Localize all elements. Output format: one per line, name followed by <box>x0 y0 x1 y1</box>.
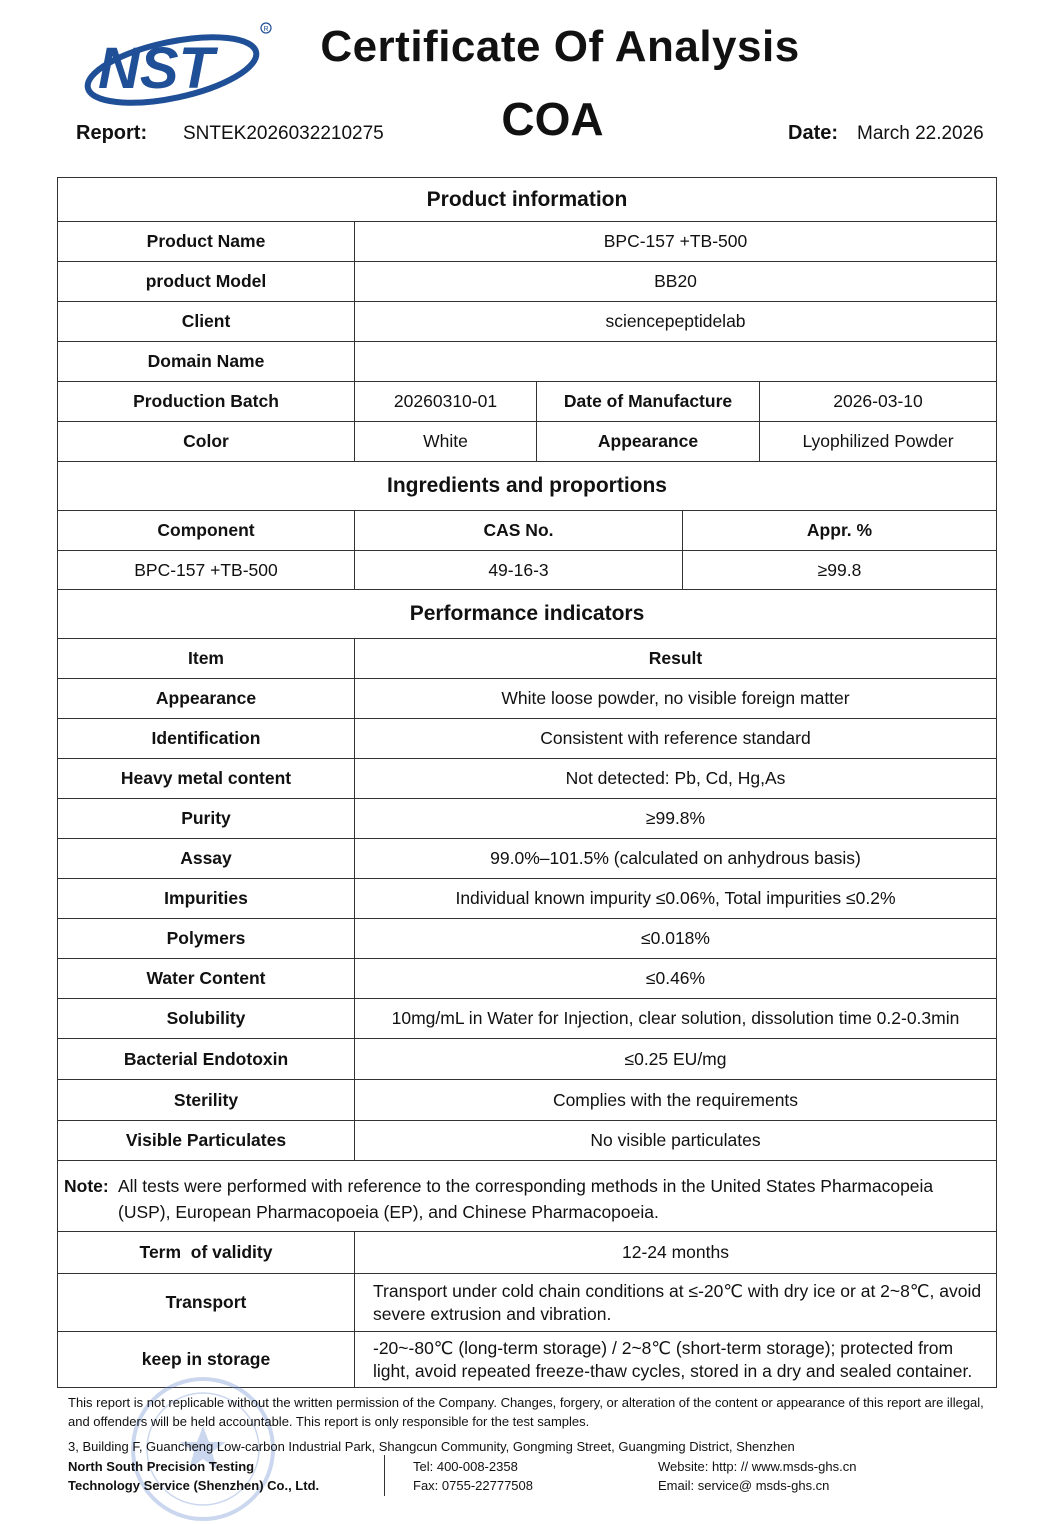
field-value: BB20 <box>654 271 697 291</box>
table-row <box>58 799 996 839</box>
field-label: Color <box>58 422 355 461</box>
field-value: 20260310-01 <box>355 382 537 421</box>
section-title: Product information <box>426 187 628 211</box>
logo-text: NST <box>98 36 214 101</box>
column-header: CAS No. <box>355 511 683 550</box>
result-cell: Consistent with reference standard <box>540 728 811 748</box>
table-row <box>58 999 996 1039</box>
product-section-header <box>58 178 996 222</box>
note-row <box>58 1161 996 1232</box>
result-cell: Individual known impurity ≤0.06%, Total impurities ≤0.2% <box>455 888 896 908</box>
report-label: Report: <box>76 122 148 144</box>
field-value: sciencepeptidelab <box>605 311 746 331</box>
website: Website: http: // www.msds-ghs.cn <box>658 1459 857 1474</box>
column-header: Appr. % <box>806 520 873 540</box>
result-cell: Complies with the requirements <box>552 1089 799 1110</box>
field-label: Appearance <box>537 422 760 461</box>
result-cell: 99.0%–101.5% (calculated on anhydrous basis) <box>490 848 861 868</box>
column-header: Component <box>58 511 355 550</box>
table-row <box>58 679 996 719</box>
note-text: All tests were performed with reference to the corresponding methods in the United States Pharmacopeia (USP), European Pharmacopoeia (EP), and Chinese Pharmacopoeia. <box>118 1176 934 1222</box>
table-row <box>58 959 996 999</box>
field-label: Product Name <box>58 222 355 261</box>
field-value: BPC-157 +TB-500 <box>603 231 748 251</box>
field-value: Lyophilized Powder <box>802 431 954 451</box>
field-value: 12-24 months <box>621 1242 729 1262</box>
field-label: Production Batch <box>58 382 355 421</box>
field-value: Transport under cold chain conditions at ≤-20℃ with dry ice or at 2~8℃, avoid severe extrusion and vibration. <box>373 1280 982 1324</box>
field-value: -20~-80℃ (long-term storage) / 2~8℃ (short-term storage); protected from light, avoid repeated freeze-thaw cycles, stored in a dry and sealed container. <box>373 1337 973 1381</box>
item-cell: Sterility <box>58 1080 355 1120</box>
field-label: Domain Name <box>58 342 355 381</box>
field-label: keep in storage <box>58 1332 355 1387</box>
field-label: product Model <box>58 262 355 301</box>
section-title: Performance indicators <box>409 602 645 625</box>
company-name-line1: North South Precision Testing <box>68 1459 255 1474</box>
field-label: Transport <box>58 1274 355 1331</box>
result-cell: ≤0.25 EU/mg <box>624 1048 727 1069</box>
field-value: 2026-03-10 <box>833 391 923 411</box>
result-cell: White loose powder, no visible foreign matter <box>501 688 850 708</box>
fax-number: Fax: 0755-22777508 <box>413 1478 533 1493</box>
result-cell: 10mg/mL in Water for Injection, clear solution, dissolution time 0.2-0.3min <box>391 1008 960 1028</box>
field-label: Term of validity <box>58 1232 355 1273</box>
item-cell: Bacterial Endotoxin <box>58 1039 355 1079</box>
note-label: Note: <box>64 1176 109 1196</box>
document-title: Certificate Of Analysis <box>320 22 800 71</box>
item-cell: Appearance <box>58 679 355 718</box>
product-name-row <box>58 222 996 262</box>
nst-logo <box>80 18 280 108</box>
domain-row <box>58 342 996 382</box>
table-row <box>58 1039 996 1080</box>
table-cell: BPC-157 +TB-500 <box>58 551 355 589</box>
disclaimer: This report is not replicable without the written permission of the Company. Changes, forgery, or alteration of the content or appearance of this report are illegal, and offenders will be held accountable. This report is only responsible for the test samples. <box>68 1395 984 1429</box>
column-header: Result <box>648 648 703 668</box>
email: Email: service@ msds-ghs.cn <box>658 1478 830 1493</box>
column-header: Item <box>58 639 355 678</box>
table-row <box>58 1121 996 1161</box>
item-cell: Heavy metal content <box>58 759 355 798</box>
table-row <box>58 919 996 959</box>
batch-row <box>58 382 996 422</box>
report-number: SNTEK2026032210275 <box>183 123 384 144</box>
company-address: 3, Building F, Guancheng Low-carbon Industrial Park, Shangcun Community, Gongming Street, Guangming District, Shenzhen <box>68 1439 795 1454</box>
table-row <box>58 759 996 799</box>
coa-table <box>57 177 997 1388</box>
field-value <box>355 342 996 381</box>
field-label: Date of Manufacture <box>537 382 760 421</box>
client-row <box>58 302 996 342</box>
item-cell: Water Content <box>58 959 355 998</box>
performance-section-header <box>58 590 996 639</box>
performance-header-row <box>58 639 996 679</box>
item-cell: Impurities <box>58 879 355 918</box>
table-cell: 49-16-3 <box>355 551 683 589</box>
transport-row <box>58 1274 996 1332</box>
color-row <box>58 422 996 462</box>
result-cell: ≤0.018% <box>641 928 710 948</box>
date-label: Date: <box>788 122 839 144</box>
product-model-row <box>58 262 996 302</box>
validity-row <box>58 1232 996 1274</box>
item-cell: Solubility <box>58 999 355 1038</box>
item-cell: Purity <box>58 799 355 838</box>
section-title: Ingredients and proportions <box>386 474 667 497</box>
note <box>58 1161 996 1231</box>
field-value: White <box>355 422 537 461</box>
item-cell: Identification <box>58 719 355 758</box>
table-row <box>58 1080 996 1121</box>
table-row <box>58 879 996 919</box>
item-cell: Polymers <box>58 919 355 958</box>
phone-number: Tel: 400-008-2358 <box>413 1459 518 1474</box>
result-cell: ≤0.46% <box>645 968 706 988</box>
result-cell: No visible particulates <box>590 1130 761 1150</box>
ingredients-header-row <box>58 511 996 551</box>
footer-divider <box>384 1455 385 1496</box>
ingredients-section-header <box>58 462 996 511</box>
table-row <box>58 839 996 879</box>
item-cell: Visible Particulates <box>58 1121 355 1160</box>
result-cell: ≥99.8% <box>645 808 706 828</box>
document-subtitle: COA <box>501 93 604 145</box>
company-name-line2: Technology Service (Shenzhen) Co., Ltd. <box>68 1478 320 1493</box>
svg-text:R: R <box>263 26 269 33</box>
report-date: March 22.2026 <box>857 123 984 144</box>
item-cell: Assay <box>58 839 355 878</box>
field-label: Client <box>58 302 355 341</box>
result-cell: Not detected: Pb, Cd, Hg,As <box>565 768 786 788</box>
table-row <box>58 719 996 759</box>
ingredients-row <box>58 551 996 590</box>
table-cell: ≥99.8 <box>817 559 862 580</box>
